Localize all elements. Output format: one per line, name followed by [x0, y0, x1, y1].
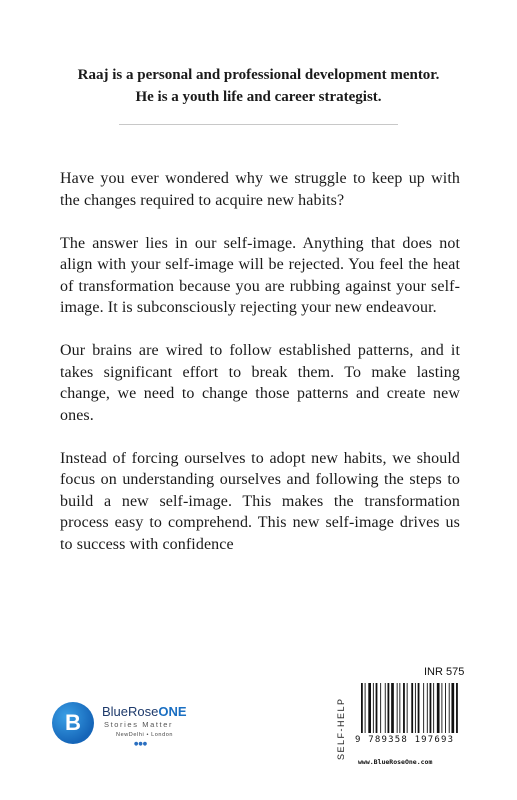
- isbn-barcode: [355, 683, 465, 753]
- social-icons: ●●●: [134, 741, 148, 747]
- blurb-paragraph-2: The answer lies in our self-image. Anything that does not align with your self-image will be rejected. You feel the heat of transformation because you are rubbing against your self-image. It is subconsciously rejecting your new endeavour.: [60, 234, 460, 316]
- blurb-paragraph-4: Instead of forcing ourselves to adopt new habits, we should focus on understanding ourselves and following the steps to build a new self-image. This makes the transformation process easy to comprehend. This new self-image drives us to success with confidence: [60, 449, 460, 553]
- publisher-locations: NewDelhi • London: [116, 732, 174, 738]
- blurb-paragraph-1: Have you ever wondered why we struggle to keep up with the changes required to acquire new habits?: [60, 170, 460, 209]
- publisher-name-part2: ONE: [158, 704, 187, 719]
- blurb-paragraph-3: Our brains are wired to follow established patterns, and it takes significant effort to break them. To make lasting change, we need to change those patterns and create new ones.: [60, 342, 460, 424]
- publisher-name: [102, 704, 187, 719]
- publisher-logo: [52, 700, 232, 760]
- publisher-tagline: Stories Matter: [104, 720, 174, 729]
- category-label: SELF-HELP: [336, 697, 346, 760]
- price-label: INR 575: [424, 666, 465, 678]
- logo-letter: B: [65, 710, 81, 735]
- bio-line-2: He is a youth life and career strategist.: [135, 89, 382, 105]
- divider: [119, 124, 398, 125]
- publisher-website: www.BlueRoseOne.com: [358, 758, 433, 766]
- publisher-name-part1: BlueRose: [102, 704, 159, 719]
- author-bio: [0, 64, 517, 108]
- isbn-digits: 9 789358 197693: [355, 735, 455, 745]
- barcode-icon: [355, 683, 463, 735]
- blurb: [60, 168, 460, 577]
- bio-line-1: Raaj is a personal and professional development mentor.: [77, 67, 440, 83]
